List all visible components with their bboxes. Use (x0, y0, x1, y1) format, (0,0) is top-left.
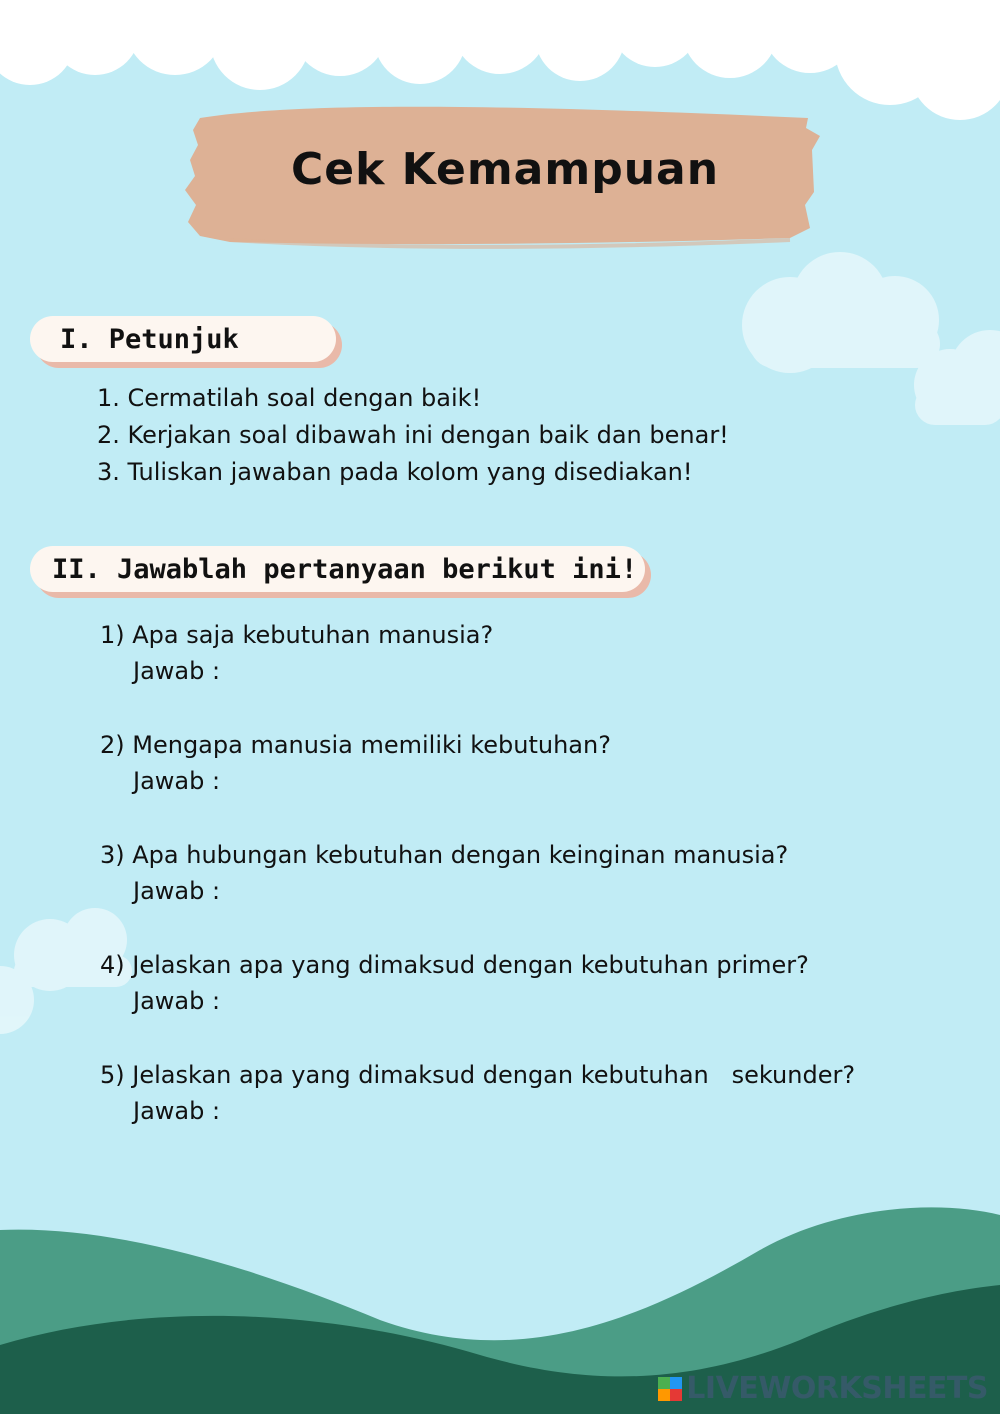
top-cloud (0, 0, 1000, 120)
answer-field[interactable]: Jawab : (133, 657, 221, 685)
question-item (100, 837, 960, 947)
right-cloud (742, 252, 1000, 425)
answer-field[interactable]: Jawab : (133, 767, 221, 795)
section-heading-label: II. Jawablah pertanyaan berikut ini! (52, 553, 638, 585)
question-item (100, 727, 960, 837)
question-item (100, 617, 960, 727)
question-text: 1) Apa saja kebutuhan manusia? (100, 621, 494, 649)
instruction-item: 1. Cermatilah soal dengan baik! (97, 384, 482, 412)
instruction-item: 2. Kerjakan soal dibawah ini dengan baik dan benar! (97, 421, 729, 449)
page-title: Cek Kemampuan (290, 144, 720, 195)
logo-square (658, 1389, 670, 1401)
answer-field[interactable]: Jawab : (133, 1097, 221, 1125)
logo-square (658, 1377, 670, 1389)
answer-field[interactable]: Jawab : (133, 987, 221, 1015)
brand-name: LIVEWORKSHEETS (686, 1371, 988, 1406)
answer-field[interactable]: Jawab : (133, 877, 221, 905)
question-text: 4) Jelaskan apa yang dimaksud dengan kebutuhan primer? (100, 951, 809, 979)
questions-list (100, 617, 960, 1167)
question-item (100, 947, 960, 1057)
question-text: 2) Mengapa manusia memiliki kebutuhan? (100, 731, 611, 759)
section-heading-label: I. Petunjuk (60, 323, 239, 355)
section-heading-questions (30, 546, 645, 592)
logo-square (670, 1389, 682, 1401)
liveworksheets-logo-icon (658, 1377, 682, 1401)
section-heading-instructions (30, 316, 336, 362)
instruction-item: 3. Tuliskan jawaban pada kolom yang disediakan! (97, 458, 693, 486)
question-item (100, 1057, 960, 1167)
question-text: 3) Apa hubungan kebutuhan dengan keinginan manusia? (100, 841, 789, 869)
question-text: 5) Jelaskan apa yang dimaksud dengan kebutuhan sekunder? (100, 1061, 856, 1089)
logo-square (670, 1377, 682, 1389)
liveworksheets-brand (658, 1371, 988, 1406)
instructions-list (97, 380, 729, 491)
